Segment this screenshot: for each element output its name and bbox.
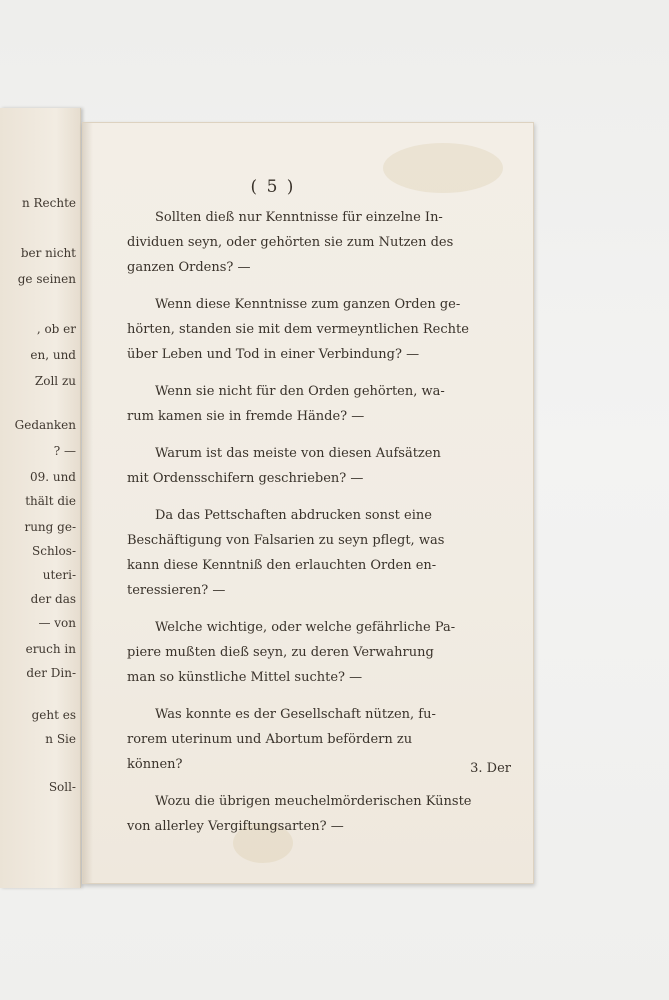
left-page-line: der Din-	[26, 666, 76, 680]
text-line: Was konnte es der Gesellschaft nützen, fu-	[155, 707, 436, 722]
paper-stain	[383, 143, 503, 193]
text-line: Beschäftigung von Falsarien zu seyn pflegt, was	[127, 533, 445, 548]
text-line: Da das Pettschaften abdrucken sonst eine	[155, 508, 432, 523]
paragraph	[127, 441, 497, 491]
text-line: mit Ordensschifern geschrieben? —	[127, 471, 364, 486]
left-page-line: en, und	[30, 348, 76, 362]
paragraph	[127, 503, 497, 603]
text-line: Wozu die übrigen meuchelmörderischen Künste	[155, 794, 472, 809]
left-page-line: rung ge-	[24, 520, 76, 534]
text-line: dividuen seyn, oder gehörten sie zum Nutzen des	[127, 235, 454, 250]
text-line: Sollten dieß nur Kenntnisse für einzelne In-	[155, 210, 443, 225]
text-line: man so künstliche Mittel suchte? —	[127, 670, 363, 685]
left-page-line: thält die	[25, 494, 76, 508]
book-page	[82, 122, 534, 884]
left-page-line: , ob er	[36, 322, 76, 336]
catchword: 3. Der	[470, 761, 511, 776]
left-page-line: eruch in	[25, 642, 76, 656]
left-page-line: der das	[30, 592, 76, 606]
page-number: ( 5 )	[250, 177, 296, 197]
left-page-line: ? —	[53, 444, 76, 458]
left-page-line: Soll-	[48, 780, 76, 794]
left-page	[0, 108, 81, 888]
text-line: von allerley Vergiftungsarten? —	[127, 819, 344, 834]
paragraph	[127, 789, 497, 839]
left-page-line: geht es	[31, 708, 76, 722]
page-gutter-shadow	[83, 123, 93, 883]
left-page-line: ber nicht	[20, 246, 76, 260]
left-page-line: — von	[38, 616, 76, 630]
left-page-line: uteri-	[42, 568, 76, 582]
left-page-line: Zoll zu	[34, 374, 76, 388]
left-page-line: Gedanken	[14, 418, 76, 432]
page-body	[127, 205, 497, 851]
left-page-line: n Rechte	[21, 196, 76, 210]
left-page-line: n Sie	[45, 732, 76, 746]
paragraph	[127, 379, 497, 429]
text-line: über Leben und Tod in einer Verbindung? —	[127, 347, 420, 362]
paragraph	[127, 702, 497, 777]
text-line: Welche wichtige, oder welche gefährliche Pa-	[155, 620, 456, 635]
paragraph	[127, 292, 497, 367]
text-line: ganzen Ordens? —	[127, 260, 251, 275]
text-line: teressieren? —	[127, 583, 226, 598]
left-page-line: ge seinen	[17, 272, 76, 286]
text-line: Wenn diese Kenntnisse zum ganzen Orden ge-	[155, 297, 461, 312]
text-line: können?	[127, 757, 183, 772]
paragraph	[127, 615, 497, 690]
text-line: kann diese Kenntniß den erlauchten Orden en-	[127, 558, 437, 573]
text-line: rum kamen sie in fremde Hände? —	[127, 409, 365, 424]
left-page-line: 09. und	[29, 470, 76, 484]
paragraph	[127, 205, 497, 280]
text-line: hörten, standen sie mit dem vermeyntlichen Rechte	[127, 322, 469, 337]
text-line: rorem uterinum und Abortum befördern zu	[127, 732, 413, 747]
text-line: Wenn sie nicht für den Orden gehörten, wa-	[155, 384, 445, 399]
text-line: piere mußten dieß seyn, zu deren Verwahrung	[127, 645, 434, 660]
text-line: Warum ist das meiste von diesen Aufsätzen	[155, 446, 441, 461]
left-page-line: Schlos-	[32, 544, 76, 558]
